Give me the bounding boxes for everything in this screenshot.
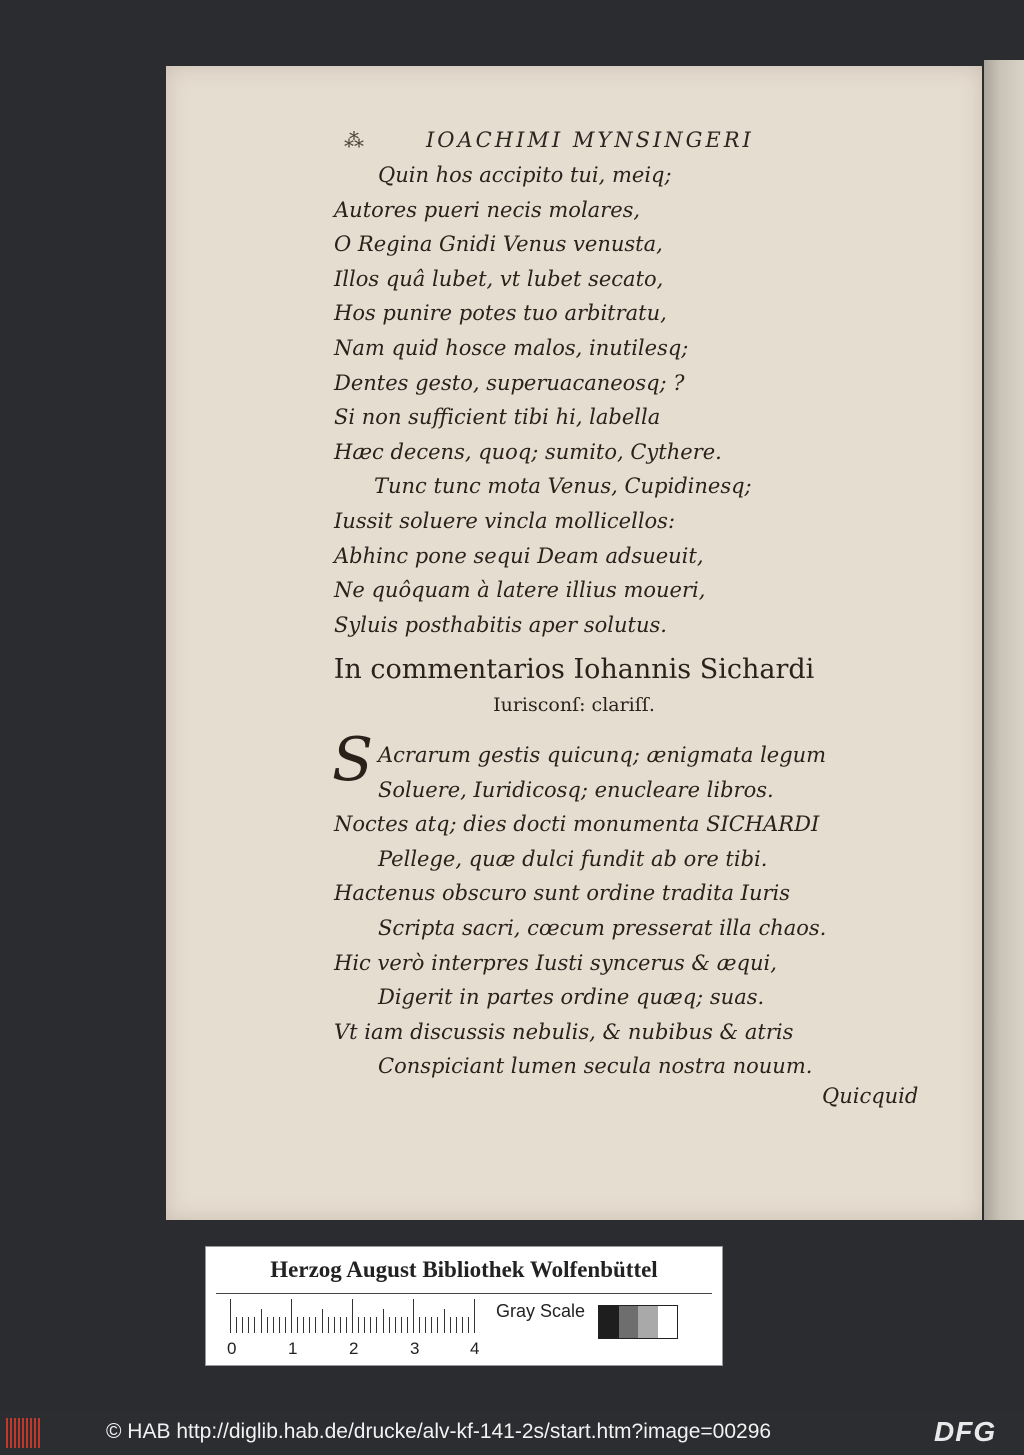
verse-line: Hæc decens, quoq; sumito, Cythere. (334, 439, 722, 464)
ruler-tick (364, 1317, 365, 1333)
ruler-tick (297, 1317, 298, 1333)
ruler-tick (309, 1317, 310, 1333)
book-page (166, 66, 982, 1220)
ruler-tick (352, 1299, 353, 1333)
logo-stripe (6, 1418, 8, 1448)
ruler-tick (419, 1317, 420, 1333)
verse-line: Si non sufficient tibi hi, labella (334, 405, 661, 430)
footer-bar (0, 1410, 1024, 1455)
ruler-tick (444, 1309, 445, 1333)
logo-stripe (30, 1418, 32, 1448)
verse-line: Hic verò interpres Iusti syncerus & æqui, (334, 950, 777, 975)
dfg-logo: DFG (934, 1416, 997, 1447)
logo-stripe (18, 1418, 20, 1448)
ruler-tick (273, 1317, 274, 1333)
verse-line: Hactenus obscuro sunt ordine tradita Iuris (334, 881, 791, 906)
ruler-tick (474, 1299, 475, 1333)
verse-line: Illos quâ lubet, vt lubet secato, (334, 266, 664, 291)
section-subheading: Iurisconſ: clariſſ. (493, 694, 655, 716)
ruler-tick (279, 1317, 280, 1333)
section-heading: In commentarios Iohannis Sichardi (333, 654, 815, 685)
logo-stripe (38, 1418, 40, 1448)
verse-line: Dentes gesto, superuacaneosq; ? (334, 370, 685, 395)
ruler-number: 4 (470, 1339, 480, 1358)
gray-swatch (638, 1306, 658, 1338)
verse-line: Hos punire potes tuo arbitratu, (334, 301, 667, 326)
ruler-tick (413, 1299, 414, 1333)
logo-stripe (26, 1418, 28, 1448)
ruler-tick (242, 1317, 243, 1333)
verse-line: Abhinc pone sequi Deam adsueuit, (334, 543, 704, 568)
verse-line: Quin hos accipito tui, meiq; (378, 163, 672, 187)
card-divider (216, 1293, 712, 1294)
verse-line: Nam quid hosce malos, inutilesq; (334, 336, 689, 360)
ruler-number: 0 (227, 1339, 237, 1358)
ruler-tick (425, 1317, 426, 1333)
ruler-tick (389, 1317, 390, 1333)
logo-stripe (10, 1418, 12, 1448)
ruler-tick (322, 1309, 323, 1333)
gray-scale-swatch (598, 1305, 678, 1339)
logo-stripe (34, 1418, 36, 1448)
ruler-tick (248, 1317, 249, 1333)
ruler-tick (437, 1317, 438, 1333)
library-color-card (205, 1246, 723, 1366)
drop-capital: S (332, 725, 374, 795)
ruler-tick (376, 1317, 377, 1333)
verse-line: Syluis posthabitis aper solutus. (334, 612, 667, 637)
ruler-tick (431, 1317, 432, 1333)
ruler-tick (303, 1317, 304, 1333)
ruler-tick (291, 1299, 292, 1333)
gray-swatch (619, 1306, 639, 1338)
verse-line: Soluere, Iuridicosq; enucleare libros. (378, 777, 774, 802)
gray-scale-label: Gray Scale (496, 1301, 586, 1321)
library-name: Herzog August Bibliothek Wolfenbüttel (270, 1257, 658, 1282)
ruler-tick (267, 1317, 268, 1333)
logo-stripe (22, 1418, 24, 1448)
catchword: Quicquid (822, 1084, 919, 1108)
gray-swatch (599, 1306, 619, 1338)
ruler-tick (407, 1317, 408, 1333)
ruler-tick (462, 1317, 463, 1333)
verse-line: Autores pueri necis molares, (334, 197, 641, 222)
ruler-tick (401, 1317, 402, 1333)
ruler-tick (285, 1317, 286, 1333)
verse-line: Conspiciant lumen secula nostra nouum. (378, 1054, 813, 1079)
verse-line: Vt iam discussis nebulis, & nubibus & atris (334, 1019, 794, 1044)
ruler-tick (370, 1317, 371, 1333)
ruler-tick (450, 1317, 451, 1333)
ruler-tick (468, 1317, 469, 1333)
running-title: IOACHIMI MYNSINGERI (426, 128, 754, 152)
copyright-link[interactable]: © HAB http://diglib.hab.de/drucke/alv-kf-141-2s/start.htm?image=00296 (106, 1420, 772, 1443)
ruler-tick (230, 1299, 231, 1333)
verse-line: Pellege, quæ dulci fundit ab ore tibi. (378, 846, 768, 871)
ruler-number: 3 (410, 1339, 420, 1358)
ruler-tick (383, 1309, 384, 1333)
hab-logo-icon (6, 1418, 42, 1448)
verse-line: Acrarum gestis quicunq; ænigmata legum (378, 743, 827, 767)
verse-line: Tunc tunc mota Venus, Cupidinesq; (374, 474, 752, 499)
ruler-tick (340, 1317, 341, 1333)
ruler-number: 2 (349, 1339, 359, 1358)
ruler-tick (254, 1317, 255, 1333)
next-page-edge (984, 60, 1024, 1220)
verse-line: Noctes atq; dies docti monumenta SICHARDI (334, 812, 820, 837)
verse-line: Ne quôquam à latere illius moueri, (334, 578, 706, 603)
ruler-tick (334, 1317, 335, 1333)
measurement-ruler (230, 1299, 482, 1337)
ruler-tick (456, 1317, 457, 1333)
ruler-number: 1 (288, 1339, 298, 1358)
ruler-tick (395, 1317, 396, 1333)
ruler-tick (236, 1317, 237, 1333)
ruler-tick (315, 1317, 316, 1333)
verse-line: O Regina Gnidi Venus venusta, (334, 232, 663, 257)
verse-line: Digerit in partes ordine quæq; suas. (378, 985, 765, 1010)
logo-stripe (14, 1418, 16, 1448)
header-ornament: ⁂ (344, 128, 364, 152)
ruler-tick (261, 1309, 262, 1333)
gray-swatch (658, 1306, 678, 1338)
verse-line: Scripta sacri, cœcum presserat illa chaos. (378, 916, 827, 940)
ruler-tick (358, 1317, 359, 1333)
ruler-tick (328, 1317, 329, 1333)
verse-line: Iussit soluere vincla mollicellos: (334, 509, 676, 533)
ruler-tick (346, 1317, 347, 1333)
